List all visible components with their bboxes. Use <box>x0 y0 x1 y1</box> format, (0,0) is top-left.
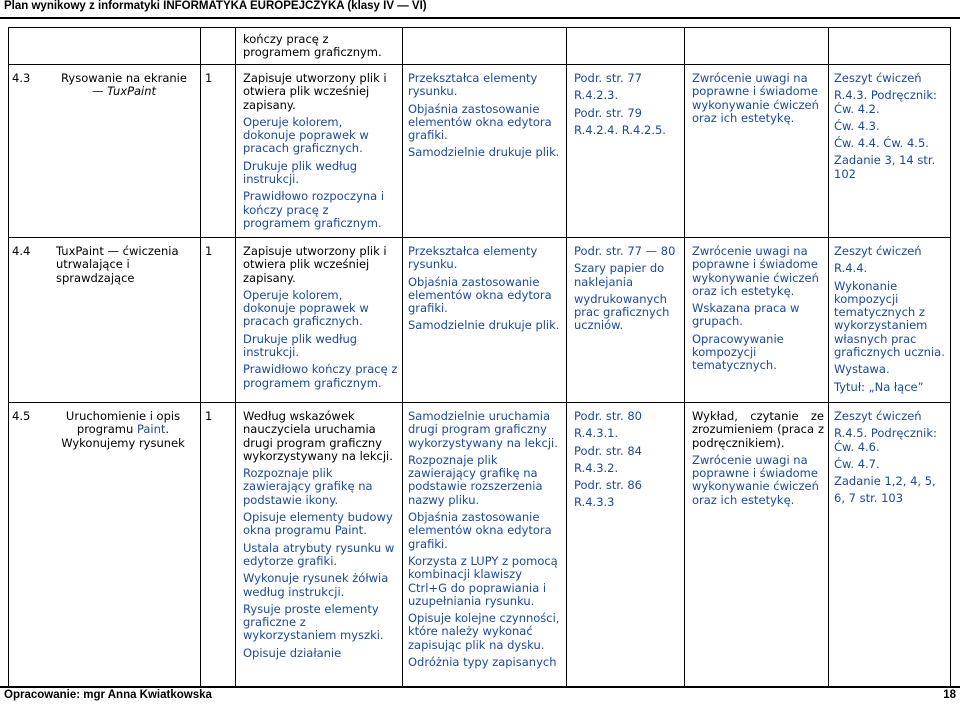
column-divider <box>684 27 685 686</box>
hours: 1 <box>205 409 213 423</box>
exercise: R.4.4. <box>834 261 868 276</box>
reference: R.4.2.4. R.4.2.5. <box>574 122 666 137</box>
exercise: Tytuł: „Na łące” <box>834 379 924 394</box>
method: Wykład, czytanie ze zrozumieniem (praca z podręcznikiem). <box>692 409 824 450</box>
exercise: Zeszyt ćwiczeń <box>834 244 922 258</box>
requirement-text: Opisuje elementy budowy okna programu <box>243 510 393 538</box>
exercises <box>834 410 946 510</box>
lesson-topic <box>50 410 196 450</box>
row-divider <box>8 27 950 28</box>
requirement: Rysuje proste elementy graficzne z wykorzystaniem myszki. <box>243 601 384 643</box>
lesson-topic <box>56 72 192 99</box>
table-border-right <box>950 27 951 686</box>
reference: Podr. str. 77 — 80 <box>574 244 676 258</box>
exercise: Zadanie 1,2, 4, 5, <box>834 474 936 489</box>
references <box>574 72 682 141</box>
program-name: Paint <box>334 523 364 538</box>
column-divider <box>402 27 403 686</box>
requirement: Prawidłowo rozpoczyna i kończy pracę z programem graficznym. <box>243 189 385 230</box>
reference: Podr. str. 77 <box>574 71 642 85</box>
requirement: Drukuje plik według instrukcji. <box>243 331 358 360</box>
references <box>574 410 682 514</box>
requirement: Drukuje plik według instrukcji. <box>243 158 358 187</box>
row-divider <box>8 402 950 403</box>
requirement: Prawidłowo kończy pracę z programem graficznym. <box>243 362 398 390</box>
page-header: Plan wynikowy z informatyki INFORMATYKA EUROPEJCZYKA (klasy IV — VI) <box>4 0 427 12</box>
requirement: Korzysta z LUPY z pomocą kombinacji klawiszy Ctrl+G do poprawiania i uzupełniania rysunku. <box>408 553 558 608</box>
exercise: Zadanie 3, 14 str. 102 <box>834 153 936 181</box>
requirement: Rozpoznaje plik zawierający grafikę na podstawie ikony. <box>243 466 373 507</box>
requirement: Zapisuje utworzony plik i otwiera plik wcześniej zapisany. <box>243 71 387 112</box>
topic-text: . Wykonujemy rysunek <box>61 422 185 450</box>
lesson-topic: TuxPaint — ćwiczenia utrwalające i sprawdzające <box>56 244 179 285</box>
requirement: Samodzielnie drukuje plik. <box>408 318 560 333</box>
reference: R.4.3.2. <box>574 460 619 475</box>
method: Opracowywanie kompozycji tematycznych. <box>692 331 784 373</box>
exercise: 6, 7 str. 103 <box>834 491 904 506</box>
reference: R.4.3.1. <box>574 426 619 441</box>
lesson-number: 4.4 <box>12 244 31 258</box>
basic-requirements <box>243 72 398 234</box>
method: Zwrócenie uwagi na poprawne i świadome wykonywanie ćwiczeń oraz ich estetykę. <box>692 452 819 507</box>
exercise: Zeszyt ćwiczeń <box>834 71 922 85</box>
exercise: Ćw. 4.3. <box>834 118 880 133</box>
reference: wydrukowanych prac graficznych uczniów. <box>574 291 670 333</box>
requirement: Odróżnia typy zapisanych <box>408 655 557 670</box>
footer-author: Opracowanie: mgr Anna Kwiatkowska <box>4 689 212 701</box>
method: Zwrócenie uwagi na poprawne i świadome wykonywanie ćwiczeń oraz ich estetykę. <box>692 244 819 298</box>
requirement <box>243 511 398 538</box>
requirement: Zapisuje utworzony plik i otwiera plik wcześniej zapisany. <box>243 244 387 285</box>
exercises <box>834 72 946 185</box>
exercises <box>834 245 946 398</box>
requirement: Przekształca elementy rysunku. <box>408 244 538 272</box>
requirement: Opisuje kolejne czynności, które należy wykonać zapisując plik na dysku. <box>408 611 560 652</box>
reference: R.4.3.3 <box>574 495 615 510</box>
teaching-methods <box>692 410 824 511</box>
reference: R.4.2.3. <box>574 88 619 103</box>
column-divider <box>566 27 567 686</box>
topic-program-name: Paint <box>136 422 166 437</box>
requirement: Opisuje działanie <box>243 645 342 660</box>
topic-line: — TuxPaint <box>91 84 157 99</box>
column-divider <box>828 27 829 686</box>
exercise: Ćw. 4.7. <box>834 456 880 471</box>
cell-continued-text: kończy pracę z programem graficznym. <box>243 32 382 60</box>
method: Wskazana praca w grupach. <box>692 301 800 329</box>
exercise: R.4.3. Podręcznik: Ćw. 4.2. <box>834 88 937 116</box>
exercise: Ćw. 4.4. Ćw. 4.5. <box>834 136 929 151</box>
hours: 1 <box>205 71 213 85</box>
column-divider <box>235 27 236 686</box>
reference: Podr. str. 80 <box>574 409 642 423</box>
requirement: Operuje kolorem, dokonuje poprawek w pracach graficznych. <box>243 114 369 156</box>
exercise: Wystawa. <box>834 362 890 377</box>
extended-requirements <box>408 72 562 164</box>
exercise: Zeszyt ćwiczeń <box>834 409 922 423</box>
exercise: Wykonanie kompozycji tematycznych z wykorzystaniem własnych prac graficznych ucznia. <box>834 278 945 360</box>
method: Zwrócenie uwagi na poprawne i świadome wykonywanie ćwiczeń oraz ich estetykę. <box>692 71 819 125</box>
requirement-text: . <box>363 523 367 538</box>
page-number: 18 <box>943 689 956 701</box>
references <box>574 245 682 337</box>
reference: Podr. str. 84 <box>574 443 642 458</box>
row-divider <box>8 237 950 238</box>
requirement: Samodzielnie drukuje plik. <box>408 145 560 160</box>
requirement: Według wskazówek nauczyciela uruchamia drugi program graficzny wykorzystywany na lekcji. <box>243 409 393 463</box>
extended-requirements <box>408 245 562 337</box>
topic-line: Rysowanie na ekranie <box>61 71 187 85</box>
requirement: Objaśnia zastosowanie elementów okna edytora grafiki. <box>408 274 552 316</box>
basic-requirements <box>243 410 398 664</box>
requirement: Objaśnia zastosowanie elementów okna edytora grafiki. <box>408 101 552 143</box>
topic-text: Uruchomienie i opis programu <box>65 409 181 437</box>
teaching-methods <box>692 72 824 129</box>
header-rule <box>0 17 960 19</box>
column-divider <box>200 27 201 686</box>
table-border-left <box>8 27 9 686</box>
lesson-number: 4.5 <box>12 409 31 423</box>
requirement: Operuje kolorem, dokonuje poprawek w pracach graficznych. <box>243 287 369 329</box>
reference: Podr. str. 79 <box>574 105 642 120</box>
requirement: Objaśnia zastosowanie elementów okna edytora grafiki. <box>408 510 552 551</box>
lesson-number: 4.3 <box>12 71 31 85</box>
hours: 1 <box>205 244 213 258</box>
extended-requirements <box>408 410 562 673</box>
reference: Podr. str. 86 <box>574 478 642 493</box>
requirement: Ustala atrybuty rysunku w edytorze grafiki. <box>243 540 395 568</box>
footer-rule <box>0 686 960 688</box>
requirement: Samodzielnie uruchamia drugi program graficzny wykorzystywany na lekcji. <box>408 409 558 450</box>
requirement: Rozpoznaje plik zawierający grafikę na podstawie rozszerzenia nazwy pliku. <box>408 452 543 507</box>
teaching-methods <box>692 245 824 377</box>
basic-requirements <box>243 245 398 394</box>
reference: Szary papier do naklejania <box>574 261 665 289</box>
requirement: Wykonuje rysunek żółwia według instrukcji. <box>243 571 389 599</box>
exercise: R.4.5. Podręcznik: Ćw. 4.6. <box>834 426 937 454</box>
row-divider <box>8 64 950 65</box>
requirement: Przekształca elementy rysunku. <box>408 71 538 99</box>
